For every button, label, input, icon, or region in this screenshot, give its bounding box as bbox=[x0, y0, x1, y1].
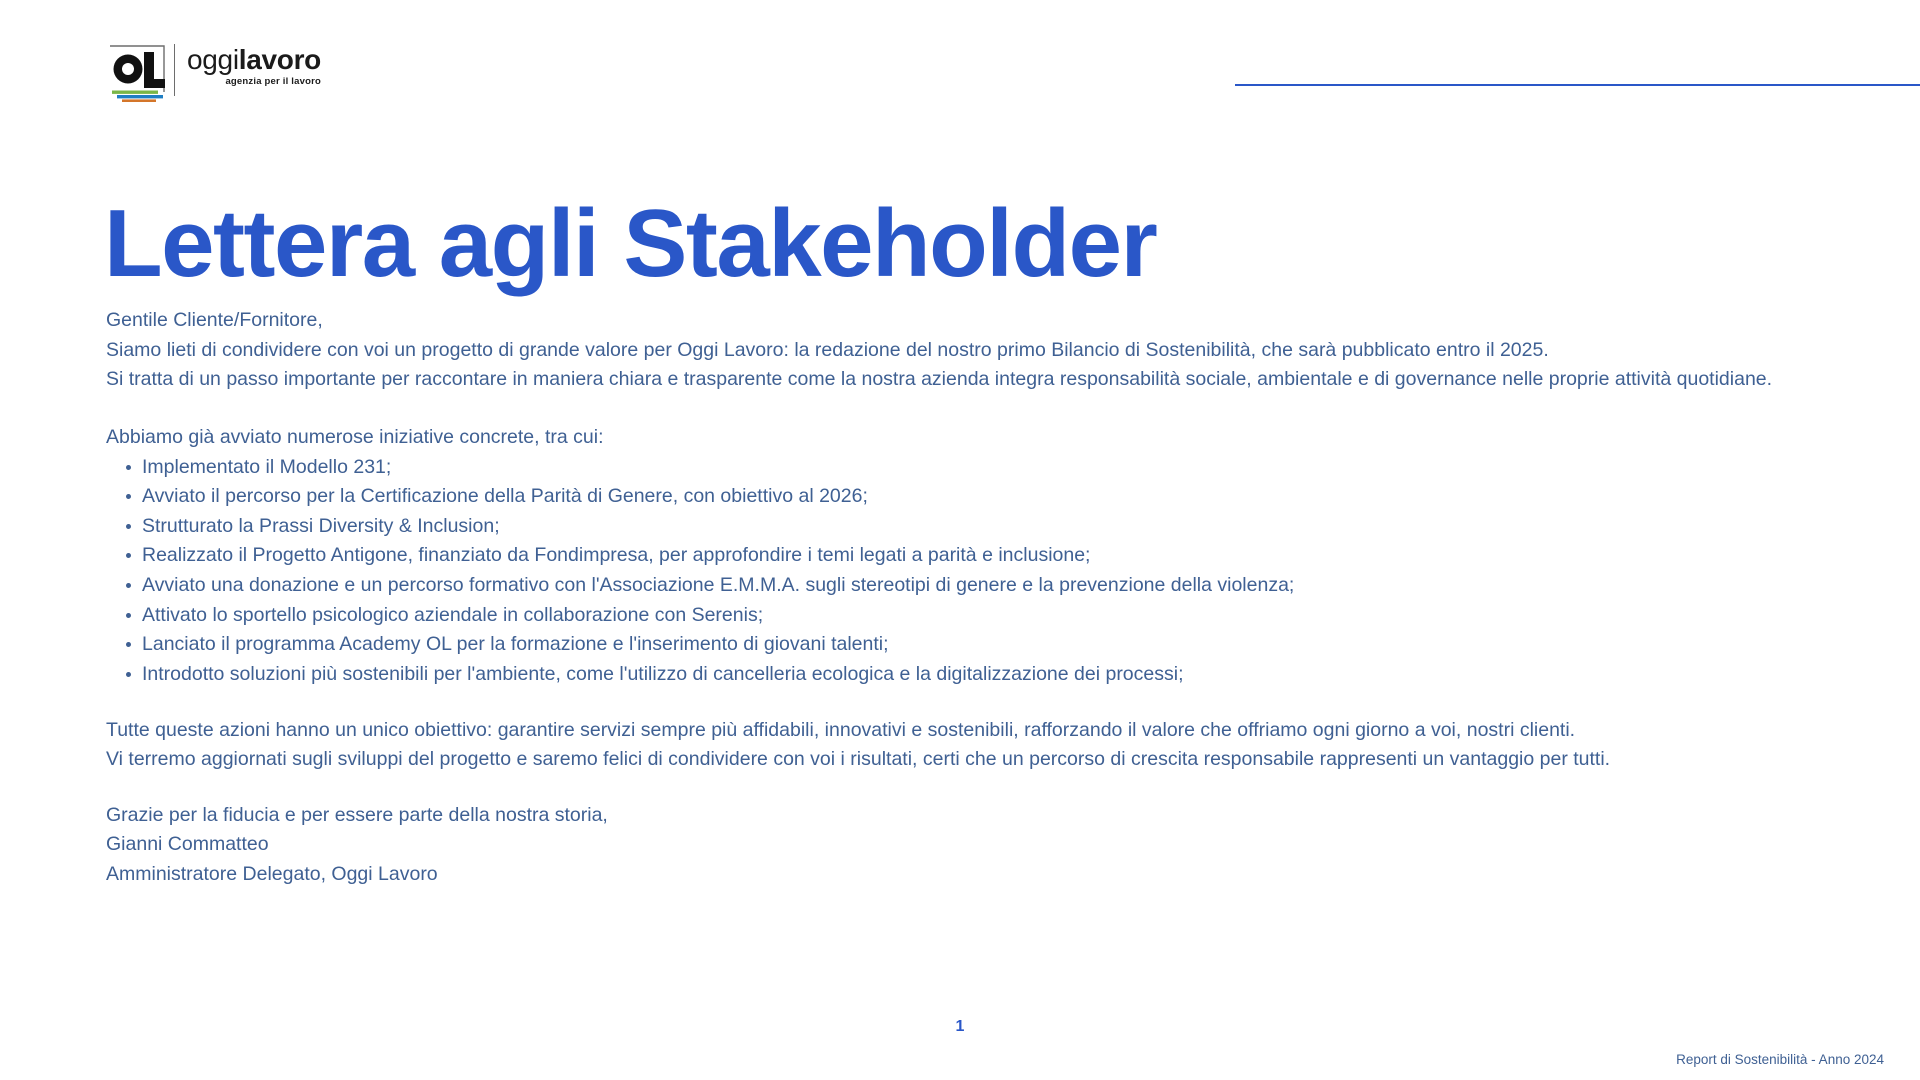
list-item: Strutturato la Prassi Diversity & Inclusion; bbox=[106, 512, 1818, 542]
brand-logo bbox=[106, 42, 321, 102]
initiatives-lead: Abbiamo già avviato numerose iniziative concrete, tra cui: bbox=[106, 425, 604, 448]
closing-paragraph-2: Vi terremo aggiornati sugli sviluppi del progetto e saremo felici di condividere con voi i risultati, certi che un percorso di crescita responsabile rappresenti un vantaggio per tutti. bbox=[106, 748, 1611, 771]
page-number: 1 bbox=[955, 1018, 965, 1035]
list-item: Attivato lo sportello psicologico aziendale in collaborazione con Serenis; bbox=[106, 601, 1818, 631]
spacer bbox=[106, 395, 1818, 423]
intro-line-2: Si tratta di un passo importante per raccontare in maniera chiara e trasparente come la nostra azienda integra responsabilità sociale, ambientale e di governance nelle proprie attività quotidiane. bbox=[106, 368, 1773, 391]
brand-name-bold: lavoro bbox=[238, 44, 321, 75]
list-item: Avviato il percorso per la Certificazione della Parità di Genere, con obiettivo al 2026; bbox=[106, 482, 1818, 512]
page-title: Lettera agli Stakeholder bbox=[104, 190, 1157, 298]
initiatives-list bbox=[106, 453, 1818, 690]
list-item: Implementato il Modello 231; bbox=[106, 453, 1818, 483]
brand-wordmark bbox=[187, 46, 321, 87]
list-item: Realizzato il Progetto Antigone, finanziato da Fondimpresa, per approfondire i temi legati a parità e inclusione; bbox=[106, 541, 1818, 571]
signature-name: Gianni Commatteo bbox=[106, 833, 269, 856]
header-accent-rule bbox=[1235, 84, 1920, 86]
footer-note: Report di Sostenibilità - Anno 2024 bbox=[1676, 1052, 1884, 1067]
page-header bbox=[0, 0, 1920, 120]
signature-role: Amministratore Delegato, Oggi Lavoro bbox=[106, 863, 438, 885]
salutation: Gentile Cliente/Fornitore, bbox=[106, 309, 323, 331]
letter-body bbox=[106, 306, 1818, 890]
brand-name-light: oggi bbox=[187, 44, 239, 75]
ol-monogram-icon bbox=[106, 42, 168, 102]
brand-tagline: agenzia per il lavoro bbox=[225, 76, 321, 87]
list-item: Avviato una donazione e un percorso formativo con l'Associazione E.M.M.A. sugli stereotipi di genere e la prevenzione della violenza; bbox=[106, 571, 1818, 601]
list-item: Lanciato il programma Academy OL per la formazione e l'inserimento di giovani talenti; bbox=[106, 630, 1818, 660]
thanks-line: Grazie per la fiducia e per essere parte della nostra storia, bbox=[106, 803, 608, 826]
closing-paragraph-1: Tutte queste azioni hanno un unico obiettivo: garantire servizi sempre più affidabili, innovativi e sostenibili, rafforzando il valore che offriamo ogni giorno a voi, nostri clienti. bbox=[106, 718, 1576, 741]
intro-line-1: Siamo lieti di condividere con voi un progetto di grande valore per Oggi Lavoro: la redazione del nostro primo Bilancio di Sostenibilità, che sarà pubblicato entro il 2025. bbox=[106, 338, 1549, 361]
list-item: Introdotto soluzioni più sostenibili per l'ambiente, come l'utilizzo di cancelleria ecologica e la digitalizzazione dei processi; bbox=[106, 660, 1818, 690]
signature-block bbox=[106, 801, 1818, 890]
logo-divider bbox=[174, 44, 175, 96]
